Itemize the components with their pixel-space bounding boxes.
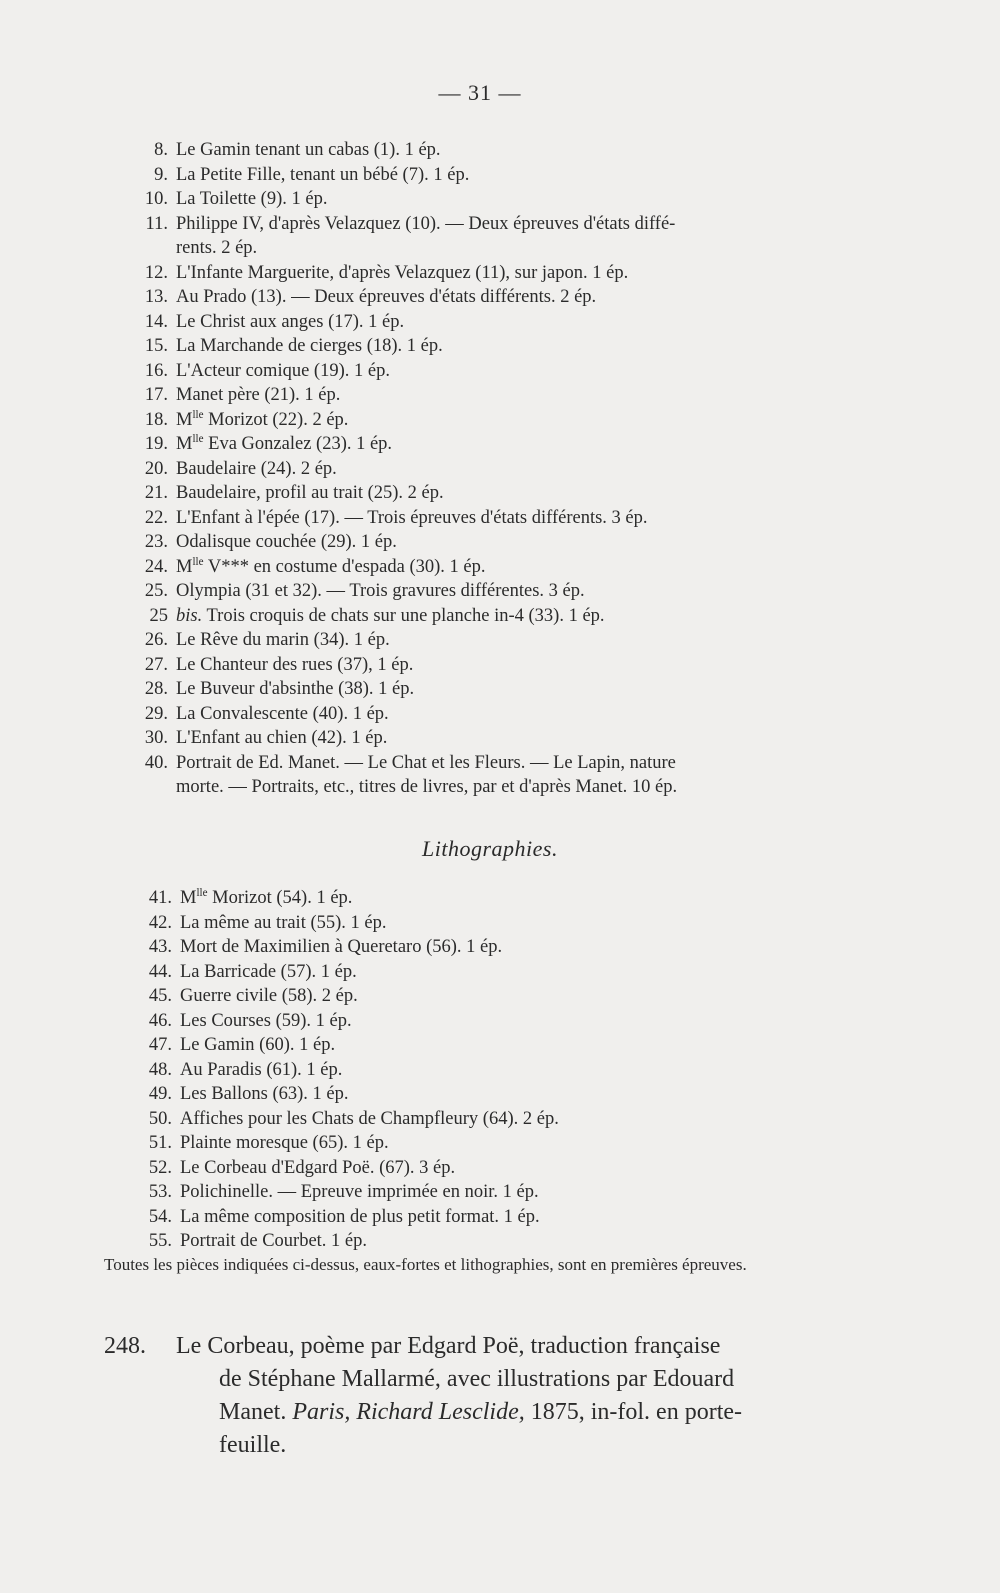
catalog-entry-248 — [104, 1330, 894, 1462]
list-item — [130, 138, 890, 163]
list-item — [130, 359, 890, 384]
item-text: Guerre civile (58). 2 ép. — [180, 986, 358, 1006]
item-text: Baudelaire, profil au trait (25). 2 ép. — [176, 483, 444, 503]
item-number: 48. — [148, 1059, 172, 1080]
item-number: 54. — [148, 1206, 172, 1227]
list-item — [130, 726, 890, 751]
item-number: 47. — [148, 1035, 172, 1055]
item-text: $M^{lle}$ Morizot (22). 2 ép. — [176, 408, 349, 430]
item-text: Philippe IV, d'après Velazquez (10). — Deux épreuves d'états diffé- — [176, 213, 676, 234]
item-number: 51. — [148, 1133, 172, 1153]
item-number: 22. — [144, 507, 168, 528]
item-number: 14. — [144, 311, 168, 332]
entry-number: 248. — [104, 1333, 146, 1359]
item-number: 26. — [144, 630, 168, 650]
list-item — [130, 261, 890, 286]
item-number: 52. — [148, 1157, 172, 1178]
item-number: 20. — [144, 458, 168, 479]
list-item — [134, 960, 894, 985]
entry-line: Le Corbeau, poème par Edgard Poë, traduction française — [176, 1333, 721, 1359]
list-item — [130, 751, 890, 776]
list-item — [134, 1082, 894, 1107]
list-item — [134, 935, 894, 960]
entry-line: Manet. Paris, Richard Lesclide, 1875, in-fol. en porte- — [219, 1399, 743, 1425]
list-item — [130, 163, 890, 188]
item-number: 11. — [145, 213, 168, 234]
item-number: 46. — [148, 1010, 172, 1031]
list-item — [134, 886, 894, 911]
item-number: 40. — [144, 752, 168, 773]
item-number: 30. — [144, 728, 168, 748]
item-text: Polichinelle. — Epreuve imprimée en noir. 1 ép. — [180, 1182, 539, 1202]
item-text: L'Infante Marguerite, d'après Velazquez (11), sur japon. 1 ép. — [176, 262, 629, 283]
item-number: 41. — [148, 888, 172, 908]
page-number: — 31 — — [438, 80, 522, 105]
item-number: 16. — [144, 360, 168, 381]
item-number: 42. — [148, 912, 172, 933]
item-text: La Petite Fille, tenant un bébé (7). 1 ép. — [176, 164, 470, 185]
item-number: 9. — [154, 164, 168, 185]
item-text: Olympia (31 et 32). — Trois gravures différentes. 3 ép. — [176, 581, 585, 601]
item-number: 25 — [149, 605, 168, 626]
item-text: Le Buveur d'absinthe (38). 1 ép. — [176, 679, 415, 699]
item-number: 24. — [144, 556, 168, 577]
item-text: Portrait de Ed. Manet. — Le Chat et les Fleurs. — Le Lapin, nature — [176, 752, 676, 773]
list-item — [134, 1009, 894, 1034]
item-text: L'Acteur comique (19). 1 ép. — [176, 360, 390, 381]
item-text: L'Enfant au chien (42). 1 ép. — [176, 728, 388, 748]
list-item — [134, 1156, 894, 1181]
item-text: Mort de Maximilien à Queretaro (56). 1 ép. — [180, 937, 503, 957]
list-item — [130, 555, 890, 580]
list-item — [134, 911, 894, 936]
item-number: 25. — [144, 581, 168, 601]
item-text: Le Corbeau d'Edgard Poë. (67). 3 ép. — [180, 1157, 456, 1178]
item-text: Les Courses (59). 1 ép. — [180, 1010, 352, 1031]
item-continuation: rents. 2 ép. — [176, 238, 258, 258]
item-text: La même au trait (55). 1 ép. — [180, 912, 387, 933]
item-text: $M^{lle}$ V*** en costume d'espada (30). 1 ép. — [176, 555, 486, 577]
list-item — [130, 408, 890, 433]
item-number: 55. — [148, 1231, 172, 1251]
item-number: 17. — [144, 385, 168, 405]
list-item — [134, 1205, 894, 1230]
item-text: Au Prado (13). — Deux épreuves d'états différents. 2 ép. — [176, 287, 597, 307]
list-item — [130, 432, 890, 457]
list-item — [130, 506, 890, 531]
item-text: La même composition de plus petit format. 1 ép. — [180, 1206, 540, 1227]
item-number: 8. — [154, 140, 168, 160]
item-text: La Toilette (9). 1 ép. — [176, 189, 328, 209]
list-item — [130, 481, 890, 506]
item-text: Le Rêve du marin (34). 1 ép. — [176, 630, 390, 650]
list-item — [130, 285, 890, 310]
list-item — [130, 383, 890, 408]
entry-line: feuille. — [219, 1432, 287, 1458]
item-number: 28. — [144, 679, 168, 699]
item-text: Plainte moresque (65). 1 ép. — [180, 1133, 389, 1153]
section-title: Lithographies. — [422, 836, 558, 861]
item-text: $M^{lle}$ Eva Gonzalez (23). 1 ép. — [176, 432, 393, 454]
item-number: 13. — [144, 287, 168, 307]
item-number: 19. — [144, 434, 168, 454]
list-item — [130, 457, 890, 482]
list-item — [134, 1131, 894, 1156]
item-number: 27. — [144, 654, 168, 675]
item-continuation: morte. — Portraits, etc., titres de livres, par et d'après Manet. 10 ép. — [176, 777, 678, 797]
item-number: 12. — [144, 262, 168, 283]
item-text: bis. Trois croquis de chats sur une planche in-4 (33). 1 ép. — [176, 605, 605, 626]
list-item — [130, 604, 890, 629]
list-item — [130, 628, 890, 653]
item-number: 44. — [148, 961, 172, 982]
item-number: 49. — [148, 1084, 172, 1104]
item-text: Baudelaire (24). 2 ép. — [176, 458, 337, 479]
list-item — [130, 677, 890, 702]
item-number: 10. — [144, 189, 168, 209]
item-text: Le Gamin tenant un cabas (1). 1 ép. — [176, 140, 441, 160]
item-text: Les Ballons (63). 1 ép. — [180, 1084, 349, 1104]
item-number: 23. — [144, 532, 168, 552]
item-number: 18. — [144, 409, 168, 430]
item-number: 50. — [148, 1108, 172, 1129]
list-item — [134, 1033, 894, 1058]
item-text: L'Enfant à l'épée (17). — Trois épreuves d'états différents. 3 ép. — [176, 507, 648, 528]
list-item — [134, 1058, 894, 1083]
item-text: La Convalescente (40). 1 ép. — [176, 703, 389, 724]
list-item — [134, 1180, 894, 1205]
item-number: 45. — [148, 986, 172, 1006]
item-text: La Marchande de cierges (18). 1 ép. — [176, 336, 443, 356]
list-item — [134, 984, 894, 1009]
note-paragraph: Toutes les pièces indiquées ci-dessus, eaux-fortes et lithographies, sont en premières épreuves. — [104, 1255, 747, 1274]
item-text: Le Gamin (60). 1 ép. — [180, 1035, 336, 1055]
lithographs-list — [134, 886, 894, 1254]
list-item — [130, 653, 890, 678]
list-item — [130, 579, 890, 604]
list-item — [134, 1107, 894, 1132]
entry-line: de Stéphane Mallarmé, avec illustrations par Edouard — [219, 1366, 735, 1392]
list-item — [130, 310, 890, 335]
list-item — [130, 702, 890, 727]
item-text: La Barricade (57). 1 ép. — [180, 961, 357, 982]
item-text: Le Christ aux anges (17). 1 ép. — [176, 311, 405, 332]
list-item — [130, 334, 890, 359]
item-text: Odalisque couchée (29). 1 ép. — [176, 532, 397, 552]
etchings-list — [130, 138, 890, 800]
item-text: Au Paradis (61). 1 ép. — [180, 1059, 343, 1080]
list-item — [130, 212, 890, 237]
item-number: 15. — [144, 336, 168, 356]
list-item — [134, 1229, 894, 1254]
item-number: 29. — [144, 703, 168, 724]
item-text: Portrait de Courbet. 1 ép. — [180, 1231, 368, 1251]
item-text: Le Chanteur des rues (37), 1 ép. — [176, 654, 414, 675]
list-item — [130, 530, 890, 555]
item-text: Manet père (21). 1 ép. — [176, 385, 341, 405]
list-item — [130, 187, 890, 212]
item-number: 43. — [148, 937, 172, 957]
item-number: 21. — [144, 483, 168, 503]
item-text: $M^{lle}$ Morizot (54). 1 ép. — [180, 886, 353, 908]
item-text: Affiches pour les Chats de Champfleury (64). 2 ép. — [180, 1108, 559, 1129]
item-number: 53. — [148, 1182, 172, 1202]
